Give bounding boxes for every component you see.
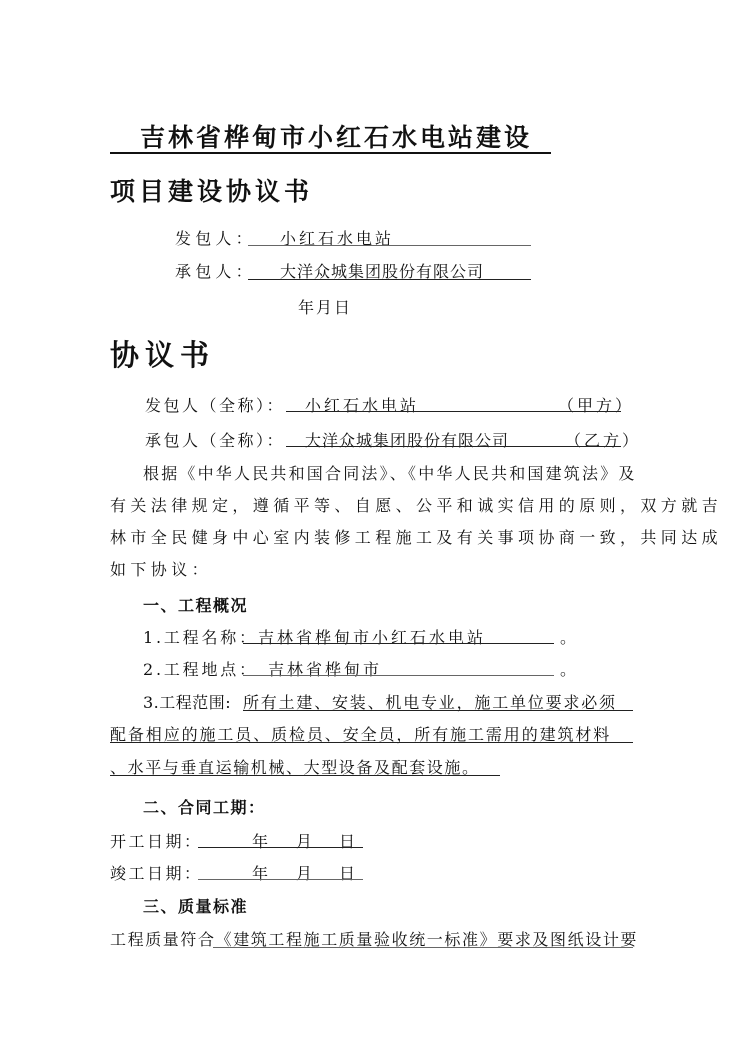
cover-employer-label: 发包人： <box>175 229 256 248</box>
end-date-day: 日 <box>339 864 360 883</box>
section2-heading: 二、合同工期： <box>143 798 266 817</box>
quality-text-suffix: 要求及图纸设计要 <box>497 930 639 949</box>
scope-underline <box>243 710 633 711</box>
preamble-line: 根据《中华人民共和国合同法》、《中华人民共和国建筑法》及 <box>143 464 637 483</box>
cover-title-line2: 项目建设协议书 <box>110 177 314 206</box>
party-b-underline <box>286 446 621 447</box>
quality-text-prefix: 工程质量符合 <box>110 930 216 949</box>
end-date-underline <box>198 879 363 880</box>
project-name-label: 1.工程名称： <box>143 628 258 647</box>
project-scope-line: 所有土建、安装、机电专业，施工单位要求必须 <box>243 693 617 712</box>
project-location-period: 。 <box>560 660 581 679</box>
project-name-period: 。 <box>560 628 581 647</box>
project-scope-label: 3.工程范围: <box>143 693 232 712</box>
party-a-underline <box>286 411 621 412</box>
start-date-underline <box>198 847 363 848</box>
project-location-value: 吉林省桦甸市 <box>268 660 383 679</box>
cover-employer-underline <box>248 245 531 246</box>
project-scope-line: 、水平与垂直运输机械、大型设备及配套设施。 <box>110 758 480 777</box>
party-a-value: 小红石水电站 <box>305 396 420 415</box>
preamble-line: 林市全民健身中心室内装修工程施工及有关事项协商一致，共同达成 <box>110 528 723 547</box>
party-b-value: 大洋众城集团股份有限公司 <box>305 431 510 450</box>
title-underline <box>110 152 551 154</box>
project-name-underline <box>243 643 554 644</box>
quality-underline <box>213 947 633 948</box>
party-a-role: （甲方） <box>558 396 635 415</box>
quality-standard-name: 《建筑工程施工质量验收统一标准》 <box>215 930 498 949</box>
end-date-label: 竣工日期： <box>110 864 203 883</box>
section1-heading: 一、工程概况 <box>143 596 249 615</box>
preamble-line: 有关法律规定，遵循平等、自愿、公平和诚实信用的原则，双方就吉 <box>110 496 723 515</box>
project-location-underline <box>243 675 554 676</box>
party-b-label: 承包人（全称）： <box>145 431 286 450</box>
start-date-month: 月 <box>296 832 317 851</box>
section3-heading: 三、质量标准 <box>143 897 249 916</box>
cover-contractor-underline <box>248 279 531 280</box>
start-date-label: 开工日期： <box>110 832 203 851</box>
end-date-month: 月 <box>296 864 317 883</box>
cover-date: 年月日 <box>298 298 353 317</box>
start-date-year: 年 <box>252 832 273 851</box>
project-scope-line: 配备相应的施工员、质检员、安全员，所有施工需用的建筑材料 <box>110 725 612 744</box>
end-date-year: 年 <box>252 864 273 883</box>
agreement-heading: 协议书 <box>110 338 216 372</box>
project-location-label: 2.工程地点： <box>143 660 258 679</box>
scope-underline <box>110 742 633 743</box>
project-name-value: 吉林省桦甸市小红石水电站 <box>258 628 487 647</box>
cover-contractor-value: 大洋众城集团股份有限公司 <box>280 262 485 281</box>
scope-underline <box>110 775 500 776</box>
cover-employer-value: 小红石水电站 <box>280 229 395 248</box>
preamble-line: 如下协议： <box>110 560 213 579</box>
cover-contractor-label: 承包人： <box>175 262 256 281</box>
start-date-day: 日 <box>339 832 360 851</box>
party-b-role: （乙方） <box>565 431 642 450</box>
party-a-label: 发包人（全称）： <box>145 396 286 415</box>
cover-title-line1: 吉林省桦甸市小红石水电站建设 <box>140 123 533 152</box>
